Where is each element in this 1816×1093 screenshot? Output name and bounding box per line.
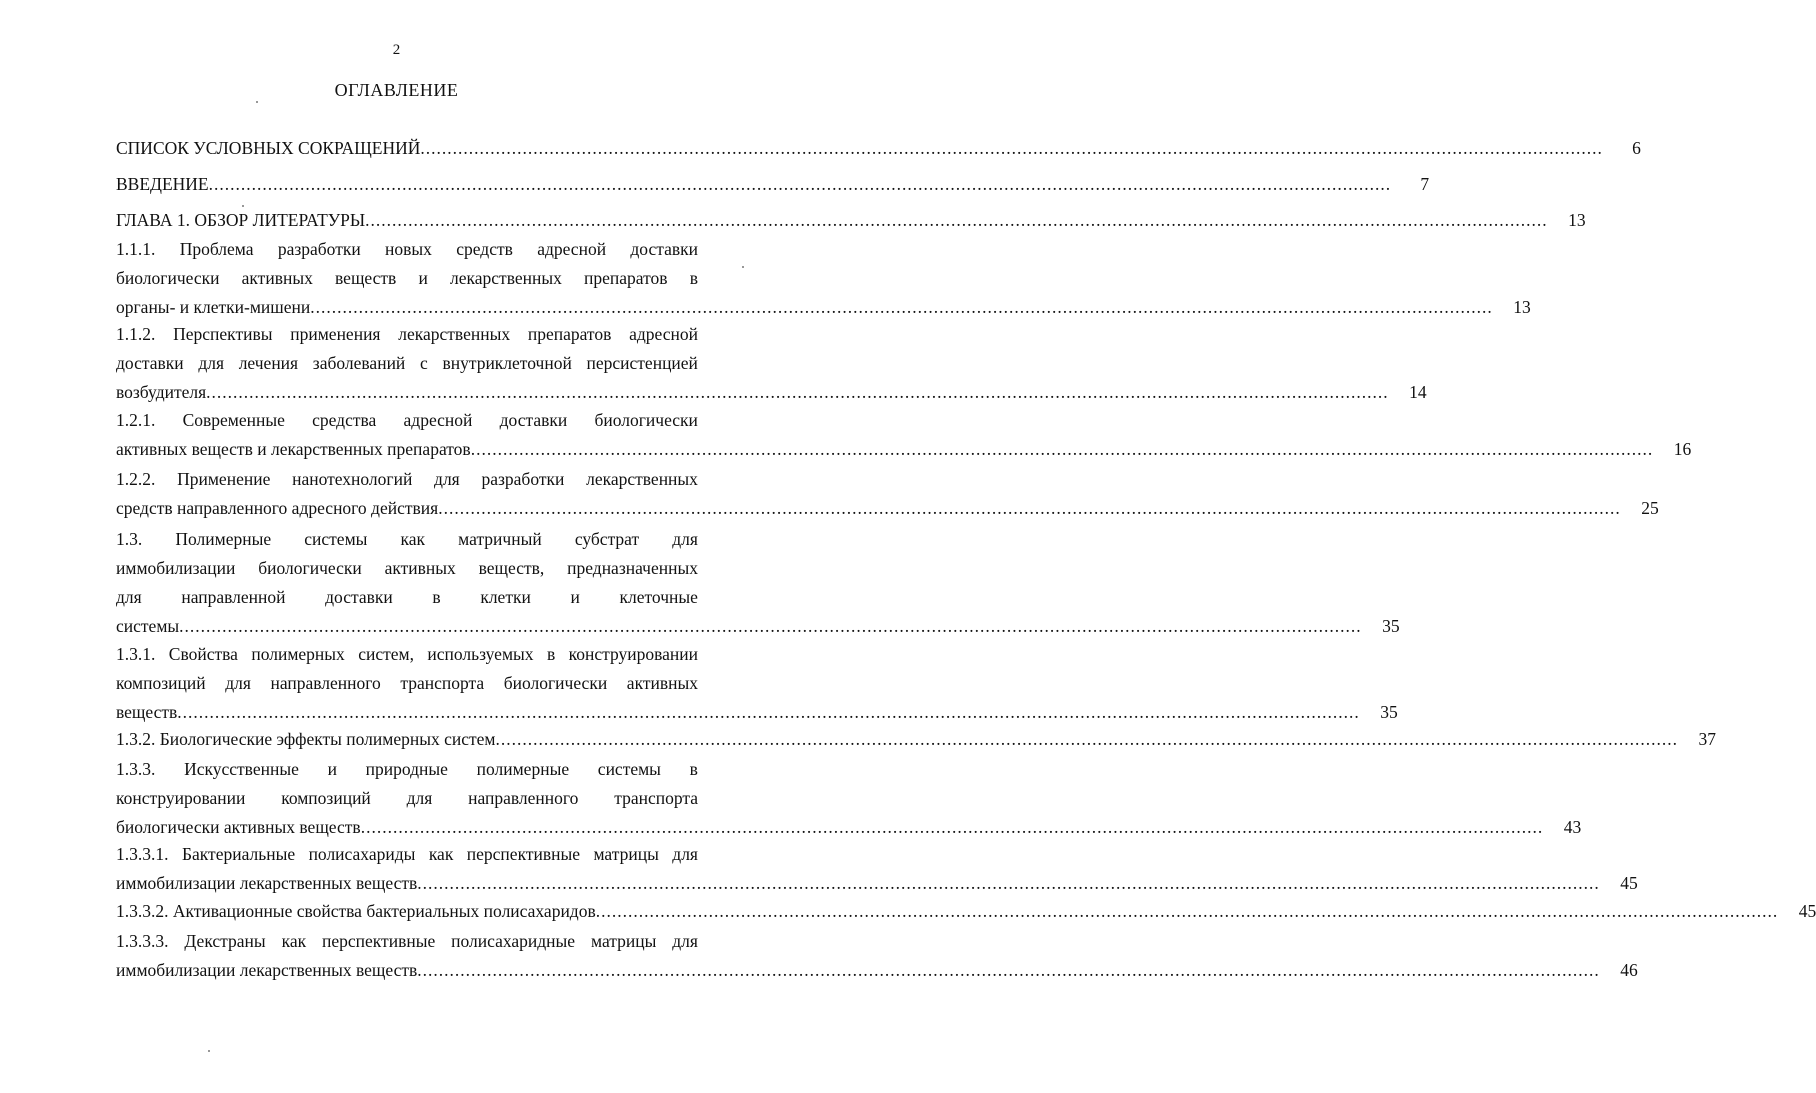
toc-word: биологически bbox=[258, 558, 362, 578]
toc-word: 1.2.1. bbox=[116, 410, 156, 430]
toc-word: биологически bbox=[594, 410, 698, 430]
dot-leader: ............................................................................................................................................................................................................................ bbox=[470, 439, 1654, 459]
toc-entry-last-line bbox=[116, 293, 1531, 322]
toc-word: нанотехнологий bbox=[292, 469, 413, 489]
toc-page-number: 43 bbox=[1563, 817, 1582, 837]
toc-word: перспективные bbox=[466, 844, 581, 864]
toc-entry-text: ГЛАВА 1. ОБЗОР ЛИТЕРАТУРЫ bbox=[116, 210, 366, 230]
toc-word: полимерные bbox=[476, 759, 570, 779]
toc-entry-line bbox=[116, 235, 698, 264]
toc-word: биологически bbox=[503, 673, 608, 693]
scan-speck bbox=[208, 1050, 210, 1052]
page-number: 2 bbox=[392, 42, 401, 58]
dot-leader: ............................................................................................................................................................................................................................ bbox=[177, 702, 1360, 722]
toc-entry[interactable] bbox=[116, 897, 1816, 926]
toc-word: природные bbox=[365, 759, 448, 779]
toc-page-number: 13 bbox=[1513, 297, 1531, 317]
toc-entry[interactable] bbox=[116, 320, 1427, 407]
toc-entry-last-line bbox=[116, 378, 1427, 407]
toc-page-number: 45 bbox=[1798, 901, 1816, 921]
dot-leader: ............................................................................................................................................................................................................................ bbox=[365, 210, 1548, 230]
toc-entry-text: 1.3.3.2. Активационные свойства бактериальных полисахаридов bbox=[116, 901, 596, 921]
toc-entry[interactable] bbox=[116, 640, 1398, 727]
toc-word: Искусственные bbox=[184, 759, 299, 779]
toc-word: для bbox=[434, 469, 460, 489]
toc-word: с bbox=[419, 353, 428, 373]
toc-entry-last-line bbox=[116, 206, 1586, 235]
toc-entry-line bbox=[116, 406, 698, 435]
toc-word: 1.3. bbox=[116, 529, 143, 549]
dot-leader: ............................................................................................................................................................................................................................ bbox=[179, 616, 1362, 636]
toc-entry-last-line bbox=[116, 134, 1641, 163]
toc-entry-text: СПИСОК УСЛОВНЫХ СОКРАЩЕНИЙ bbox=[116, 138, 421, 158]
toc-word: систем, bbox=[358, 644, 414, 664]
toc-word: матрицы bbox=[590, 931, 657, 951]
toc-word: и bbox=[418, 268, 428, 288]
toc-word: и bbox=[327, 759, 337, 779]
toc-word: композиций bbox=[281, 788, 371, 808]
toc-word: Полимерные bbox=[175, 529, 272, 549]
toc-word: веществ, bbox=[478, 558, 545, 578]
toc-entry-line bbox=[116, 583, 698, 612]
toc-word: используемых bbox=[427, 644, 534, 664]
toc-word: веществ bbox=[335, 268, 397, 288]
toc-entry-text: органы- и клетки-мишени bbox=[116, 297, 311, 317]
toc-entry-text: веществ bbox=[116, 702, 178, 722]
toc-entry-text: системы bbox=[116, 616, 180, 636]
toc-word: направленной bbox=[181, 587, 286, 607]
toc-entry[interactable] bbox=[116, 725, 1717, 754]
toc-page-number: 45 bbox=[1620, 873, 1638, 893]
toc-word: Применение bbox=[177, 469, 271, 489]
dot-leader: ............................................................................................................................................................................................................................ bbox=[420, 138, 1603, 158]
toc-entry-line bbox=[116, 349, 698, 378]
toc-word: лечения bbox=[238, 353, 299, 373]
toc-entry-text: иммобилизации лекарственных веществ bbox=[116, 873, 418, 893]
toc-page-number: 35 bbox=[1380, 702, 1398, 722]
toc-word: лекарственных bbox=[398, 324, 511, 344]
toc-entry[interactable] bbox=[116, 927, 1638, 985]
toc-word: для bbox=[672, 931, 698, 951]
toc-entry-text: биологически активных веществ bbox=[116, 817, 361, 837]
toc-word: лекарственных bbox=[450, 268, 562, 288]
toc-word: полисахариды bbox=[308, 844, 416, 864]
toc-word: активных bbox=[626, 673, 698, 693]
toc-entry[interactable] bbox=[116, 134, 1641, 163]
toc-page-number: 14 bbox=[1409, 382, 1427, 402]
dot-leader: ............................................................................................................................................................................................................................ bbox=[360, 817, 1544, 837]
toc-word: 1.1.2. bbox=[116, 324, 156, 344]
toc-word: новых bbox=[385, 239, 432, 259]
toc-word: биологически bbox=[116, 268, 220, 288]
toc-word: препаратов bbox=[584, 268, 668, 288]
scan-speck bbox=[256, 101, 258, 103]
toc-word: адресной bbox=[403, 410, 473, 430]
toc-entry-line bbox=[116, 554, 698, 583]
toc-word: доставки bbox=[630, 239, 698, 259]
toc-word: активных bbox=[384, 558, 456, 578]
toc-word: внутриклеточной bbox=[442, 353, 572, 373]
toc-word: доставки bbox=[116, 353, 184, 373]
toc-entry[interactable] bbox=[116, 206, 1586, 235]
toc-entry-last-line bbox=[116, 698, 1398, 727]
toc-entry-last-line bbox=[116, 897, 1816, 926]
toc-title: ОГЛАВЛЕНИЕ bbox=[334, 80, 459, 100]
toc-word: клеточные bbox=[619, 587, 698, 607]
toc-entry-line bbox=[116, 669, 698, 698]
toc-page-number: 25 bbox=[1641, 498, 1659, 518]
toc-word: конструировании bbox=[116, 788, 246, 808]
toc-entry-line bbox=[116, 320, 698, 349]
toc-word: субстрат bbox=[574, 529, 640, 549]
toc-word: в bbox=[689, 268, 698, 288]
toc-word: как bbox=[281, 931, 307, 951]
toc-entry-last-line bbox=[116, 813, 1582, 842]
toc-word: системы bbox=[597, 759, 661, 779]
toc-word: перспективные bbox=[322, 931, 436, 951]
dot-leader: ............................................................................................................................................................................................................................ bbox=[417, 873, 1600, 893]
toc-word: заболеваний bbox=[312, 353, 406, 373]
toc-word: клетки bbox=[480, 587, 531, 607]
toc-word: полисахаридные bbox=[451, 931, 576, 951]
toc-word: предназначенных bbox=[567, 558, 698, 578]
toc-word: препаратов bbox=[527, 324, 612, 344]
toc-page-number: 13 bbox=[1568, 210, 1586, 230]
toc-entry-line bbox=[116, 784, 698, 813]
toc-word: матричный bbox=[458, 529, 542, 549]
toc-word: лекарственных bbox=[586, 469, 698, 489]
toc-word: разработки bbox=[481, 469, 565, 489]
toc-entry-last-line bbox=[116, 612, 1400, 641]
dot-leader: ............................................................................................................................................................................................................................ bbox=[206, 382, 1389, 402]
toc-word: 1.3.3.1. bbox=[116, 844, 169, 864]
toc-word: в bbox=[432, 587, 441, 607]
toc-word: направленного bbox=[468, 788, 579, 808]
toc-word: доставки bbox=[325, 587, 393, 607]
toc-word: 1.3.1. bbox=[116, 644, 156, 664]
toc-word: полимерных bbox=[251, 644, 345, 664]
toc-entry-line bbox=[116, 927, 698, 956]
toc-entry-line bbox=[116, 840, 698, 869]
dot-leader: ............................................................................................................................................................................................................................ bbox=[438, 498, 1621, 518]
toc-page-number: 6 bbox=[1632, 138, 1641, 158]
toc-word: для bbox=[672, 529, 698, 549]
dot-leader: ............................................................................................................................................................................................................................ bbox=[208, 174, 1392, 194]
toc-entry[interactable] bbox=[116, 465, 1659, 523]
toc-word: матрицы bbox=[593, 844, 659, 864]
toc-word: 1.3.3. bbox=[116, 759, 156, 779]
toc-word: персистенцией bbox=[586, 353, 698, 373]
toc-entry-text: 1.3.2. Биологические эффекты полимерных систем bbox=[116, 729, 496, 749]
toc-entry[interactable] bbox=[116, 406, 1692, 464]
toc-entry-last-line bbox=[116, 956, 1638, 985]
toc-word: разработки bbox=[277, 239, 361, 259]
toc-word: 1.3.3.3. bbox=[116, 931, 169, 951]
toc-word: и bbox=[570, 587, 580, 607]
toc-word: композиций bbox=[116, 673, 206, 693]
toc-word: Перспективы bbox=[173, 324, 273, 344]
toc-word: в bbox=[546, 644, 556, 664]
toc-word: 1.1.1. bbox=[116, 239, 156, 259]
toc-word: 1.2.2. bbox=[116, 469, 156, 489]
dot-leader: ............................................................................................................................................................................................................................ bbox=[495, 729, 1679, 749]
toc-entry-line bbox=[116, 465, 698, 494]
toc-word: конструировании bbox=[568, 644, 698, 664]
toc-entry-line bbox=[116, 525, 698, 554]
toc-word: Декстраны bbox=[184, 931, 266, 951]
toc-word: для bbox=[116, 587, 142, 607]
toc-entry-text: ВВЕДЕНИЕ bbox=[116, 174, 209, 194]
toc-word: системы bbox=[304, 529, 368, 549]
toc-word: доставки bbox=[499, 410, 568, 430]
toc-entry-line bbox=[116, 264, 698, 293]
dot-leader: ............................................................................................................................................................................................................................ bbox=[417, 960, 1600, 980]
toc-word: в bbox=[689, 759, 698, 779]
toc-word: средств bbox=[456, 239, 513, 259]
toc-word: Проблема bbox=[179, 239, 254, 259]
toc-page-number: 7 bbox=[1420, 174, 1430, 194]
toc-word: адресной bbox=[629, 324, 698, 344]
toc-entry-last-line bbox=[116, 170, 1430, 199]
toc-page-number: 35 bbox=[1382, 616, 1400, 636]
toc-word: для bbox=[672, 844, 698, 864]
dot-leader: ............................................................................................................................................................................................................................ bbox=[595, 901, 1779, 921]
toc-word: применения bbox=[290, 324, 381, 344]
toc-entry-text: иммобилизации лекарственных веществ bbox=[116, 960, 418, 980]
toc-entry-text: возбудителя bbox=[116, 382, 207, 402]
toc-entry[interactable] bbox=[116, 170, 1430, 199]
toc-word: для bbox=[225, 673, 251, 693]
toc-word: для bbox=[198, 353, 224, 373]
toc-word: направленного bbox=[270, 673, 381, 693]
scan-speck bbox=[742, 266, 744, 268]
toc-word: транспорта bbox=[614, 788, 698, 808]
toc-entry-line bbox=[116, 755, 698, 784]
toc-entry-last-line bbox=[116, 494, 1659, 523]
toc-word: средства bbox=[312, 410, 377, 430]
toc-word: адресной bbox=[537, 239, 607, 259]
toc-word: транспорта bbox=[400, 673, 485, 693]
toc-page-number: 46 bbox=[1620, 960, 1638, 980]
toc-word: Бактериальные bbox=[181, 844, 296, 864]
toc-entry-last-line bbox=[116, 869, 1638, 898]
toc-word: как bbox=[400, 529, 426, 549]
toc-word: для bbox=[406, 788, 433, 808]
toc-entry[interactable] bbox=[116, 755, 1582, 842]
toc-word: Свойства bbox=[168, 644, 238, 664]
toc-entry-text: активных веществ и лекарственных препаратов bbox=[116, 439, 471, 459]
toc-page-number: 16 bbox=[1673, 439, 1692, 459]
toc-entry-last-line bbox=[116, 725, 1717, 754]
toc-entry[interactable] bbox=[116, 235, 1531, 322]
toc-entry-line bbox=[116, 640, 698, 669]
toc-entry[interactable] bbox=[116, 840, 1638, 898]
toc-word: иммобилизации bbox=[116, 558, 236, 578]
toc-word: как bbox=[428, 844, 454, 864]
scan-speck bbox=[242, 205, 244, 207]
toc-page-number: 37 bbox=[1698, 729, 1717, 749]
toc-entry-text: средств направленного адресного действия bbox=[116, 498, 439, 518]
dot-leader: ............................................................................................................................................................................................................................ bbox=[310, 297, 1493, 317]
toc-entry-last-line bbox=[116, 435, 1692, 464]
toc-word: активных bbox=[241, 268, 313, 288]
toc-word: Современные bbox=[182, 410, 285, 430]
toc-entry[interactable] bbox=[116, 525, 1400, 641]
